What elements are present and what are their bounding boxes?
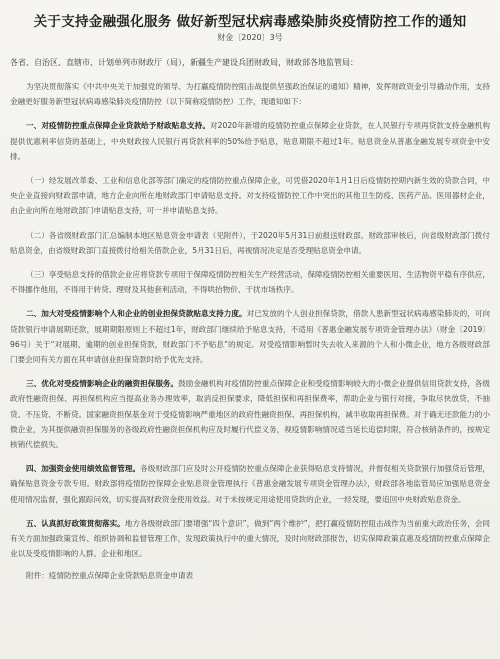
section-5 (10, 516, 490, 562)
intro-paragraph: 为坚决贯彻落实《中共中央关于加强党的领导、为打赢疫情防控阻击战提供坚强政治保证的通知》精神，发挥财政资金引导撬动作用，支持金融更好服务新型冠状病毒感染肺炎疫情防控（以下简称疫情防控）工作，现通知如下： (10, 82, 490, 107)
section-text: （一）经发展改革委、工业和信息化部等部门确定的疫情防控重点保障企业，可凭借2020年1月1日后疫情防控期内新生效的贷款合同，中央企业直接向财政部申请，地方企业向所在地财政部门申请贴息支持。对支持疫情防控工作中突出的其他卫生防疫、医药产品、医用器材企业，由企业向所在地财政部门申请贴息支持，可一并申请贴息支持。 (10, 176, 490, 216)
section-text: 地方各级财政部门要增强“四个意识”，做到“两个维护”，把打赢疫情防控阻击战作为当前重大政治任务，会同有关方面加强政策宣传、组织协调和监督管理工作，发现政策执行中的重大情况，及时向财政部报告，切实保障政策直惠及疫情防控重点保障企业以及受疫情影响的人群、企业和地区。 (10, 518, 491, 559)
section-heading: 二、加大对受疫情影响个人和企业的创业担保贷款贴息支持力度。 (26, 309, 247, 319)
section-text: （二）各省级财政部门汇总编制本地区贴息资金申请表（见附件），于2020年5月31日前报送财政部。财政部审核后，向省级财政部门拨付贴息资金，由省级财政部门直接拨付给相关借款企业，5月31日后，再视情况决定是否受理贴息资金申请。 (10, 230, 490, 255)
section-1-item-1 (10, 173, 490, 219)
section-3 (10, 376, 490, 452)
section-text: 鼓励金融机构对疫情防控重点保障企业和受疫情影响较大的小微企业提供信用贷款支持，各级政府性融资担保、再担保机构应当提高业务办理效率，取消反担保要求，降低担保和再担保费率，帮助企业与银行对接，争取尽快放贷，不抽贷、不压贷、不断贷。国家融资担保基金对于受疫情影响严重地区的政府性融资担保、再担保机构，减半收取再担保费。对于确无还款能力的小微企业，为其提供融资担保服务的各级政府性融资担保机构应及时履行代偿义务，视疫情影响情况适当延长追偿时限，符合核销条件的，按规定核销代偿损失。 (10, 379, 491, 450)
section-text: 对已发放的个人创业担保贷款，借款人患新型冠状病毒感染肺炎的，可向贷款银行申请展期还款，展期期限原则上不超过1年，财政部门继续给予贴息支持，不适用《普惠金融发展专项资金管理办法》（财金〔2019〕96号）关于“对展期、逾期的创业担保贷款，财政部门不予贴息”的规定。对受疫情影响暂时失去收入来源的个人和小微企业，地方各级财政部门要会同有关方面在其申请创业担保贷款时给予优先支持。 (10, 309, 490, 365)
section-2 (10, 306, 490, 367)
section-text: （三）享受贴息支持的借款企业应将贷款专项用于保障疫情防控相关生产经营活动，保障疫情防控相关重要医用、生活物资平稳有序供应，不得挪作他用，不得用于转贷、理财及其他套利活动，不得哄抬物价、干扰市场秩序。 (10, 270, 490, 295)
attachment-line: 附件：疫情防控重点保障企业贷款贴息资金申请表 (26, 571, 194, 581)
section-heading: 四、加强资金使用绩效监督管理。 (26, 464, 141, 474)
addressee: 各省、自治区、直辖市、计划单列市财政厅（局），新疆生产建设兵团财政局，财政部各地监管局： (10, 58, 358, 67)
section-1-item-3 (10, 267, 490, 297)
section-heading: 五、认真抓好政策贯彻落实。 (26, 518, 125, 528)
section-4 (10, 461, 490, 507)
section-1 (10, 118, 490, 164)
section-text: 对2020年新增的疫情防控重点保障企业贷款，在人民银行专项再贷款支持金融机构提供优惠利率信贷的基础上，中央财政按人民银行再贷款利率的50%给予贴息，贴息期限不超过1年。贴息资金从普惠金融发展专项资金中安排。 (10, 121, 490, 161)
section-text: 各级财政部门应及时公开疫情防控重点保障企业获得贴息支持情况，并督促相关贷款银行加强贷后管理，确保贴息资金专款专用。财政部将疫情防控保障企业贴息资金管理执行《普惠金融发展专项资金管理办法》，财政部各地监管局应加强贴息资金使用情况监督，强化跟踪问效，切实提高财政资金使用效益。对于未按规定用途使用贷款的企业，一经发现，要追回中央财政贴息资金。 (10, 464, 491, 504)
section-1-item-2 (10, 228, 490, 258)
page-title: 关于支持金融强化服务 做好新型冠状病毒感染肺炎疫情防控工作的通知 (33, 14, 467, 30)
section-heading: 三、优化对受疫情影响企业的融资担保服务。 (26, 379, 179, 389)
section-heading: 一、对疫情防控重点保障企业贷款给予财政贴息支持。 (26, 121, 210, 131)
document-number: 财金〔2020〕3号 (217, 33, 283, 42)
